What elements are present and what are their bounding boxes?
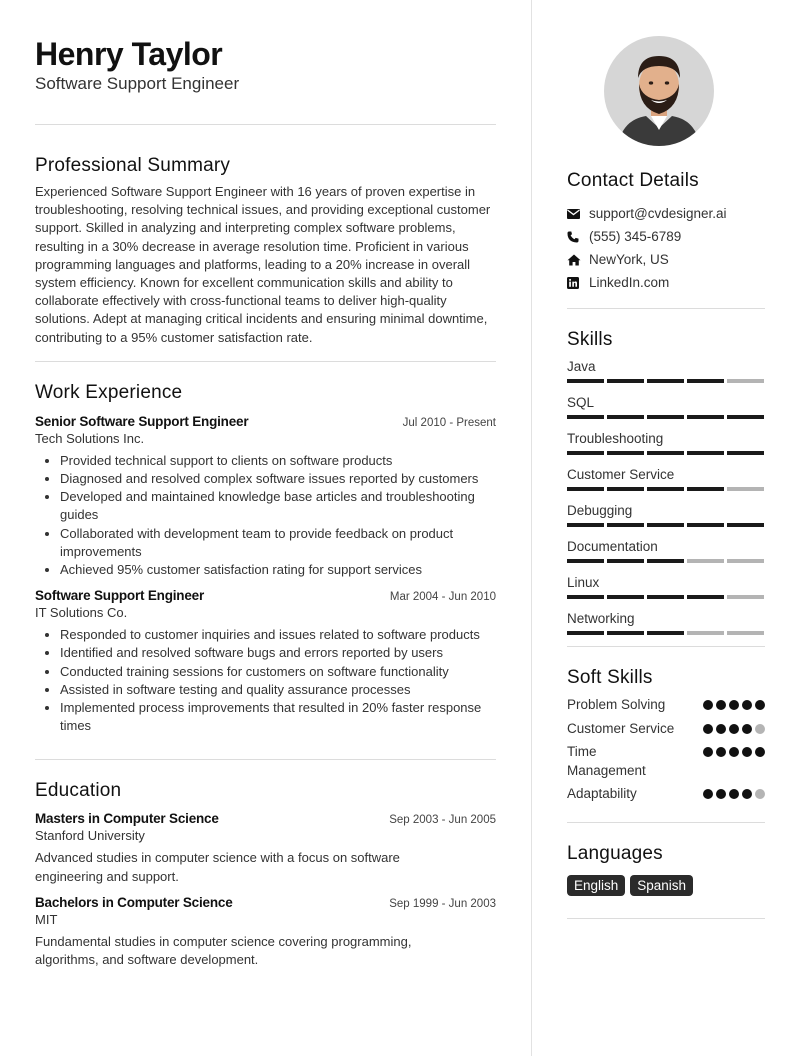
skill-item [567,538,765,563]
soft-skill-rating [703,724,765,734]
soft-skill-item [567,785,765,804]
rating-dot [755,747,765,757]
rating-dot [716,747,726,757]
job-bullet: • Diagnosed and resolved complex software issues reported by customers [60,470,496,488]
skill-level-segment [727,595,764,599]
skill-level-segment [687,559,724,563]
skill-level-segment [687,523,724,527]
skill-level-segment [727,487,764,491]
skill-level-segment [567,415,604,419]
skill-name: Java [567,359,596,374]
skill-name: Networking [567,611,635,626]
job-bullet: • Conducted training sessions for customers on software functionality [60,663,496,681]
skill-level-bar [567,631,765,635]
job-company: IT Solutions Co. [35,605,128,621]
skill-name: Documentation [567,539,658,554]
rating-dot [742,747,752,757]
email-text: support@cvdesigner.ai [589,206,727,221]
divider [35,124,496,125]
skill-level-segment [567,487,604,491]
soft-skill-rating [703,789,765,799]
job-dates: Mar 2004 - Jun 2010 [389,591,496,604]
rating-dot [729,700,739,710]
skill-level-segment [727,559,764,563]
skill-level-segment [687,595,724,599]
degree: Bachelors in Computer Science [35,894,233,910]
soft-skill-item [567,696,765,715]
skill-level-segment [567,523,604,527]
job-role: Senior Software Support Engineer [35,413,249,429]
skill-level-segment [607,559,644,563]
divider [567,918,765,919]
skill-name: Customer Service [567,467,675,482]
school: Stanford University [35,828,145,844]
skill-name: Debugging [567,503,633,518]
skill-level-bar [567,379,765,383]
rating-dot [742,724,752,734]
education-entry [35,811,496,885]
divider [567,822,765,823]
skill-name: Linux [567,575,600,590]
summary-heading: Professional Summary [35,155,231,176]
skill-level-segment [687,415,724,419]
column-divider [531,0,532,1056]
contact-list [567,202,765,294]
education-dates: Sep 2003 - Jun 2005 [389,814,496,827]
skill-level-segment [567,451,604,455]
divider [35,361,496,362]
soft-skills-list [567,696,765,804]
skills-list [567,358,765,635]
job-dates: Jul 2010 - Present [402,416,496,429]
rating-dot [755,789,765,799]
soft-skill-name: Time Management [567,744,646,778]
skill-level-bar [567,415,765,419]
soft-skill-item [567,720,765,739]
degree: Masters in Computer Science [35,811,219,827]
skill-level-segment [647,451,684,455]
skill-item [567,574,765,599]
job-bullet: • Collaborated with development team to provide feedback on product improvements [60,525,496,561]
home-icon [567,254,589,266]
skill-level-segment [607,631,644,635]
skill-level-segment [647,631,684,635]
contact-location [567,248,765,271]
soft-skill-rating [703,747,765,757]
contact-phone[interactable] [567,225,765,248]
skill-item [567,394,765,419]
education-description: Fundamental studies in computer science covering programming, algorithms, and software development. [35,933,412,968]
contact-heading: Contact Details [567,170,699,191]
skill-level-bar [567,595,765,599]
contact-linkedin[interactable] [567,271,765,294]
skill-level-bar [567,559,765,563]
skill-level-bar [567,487,765,491]
rating-dot [742,789,752,799]
rating-dot [729,789,739,799]
rating-dot [729,724,739,734]
skill-level-segment [607,415,644,419]
soft-skill-name: Adaptability [567,786,637,801]
rating-dot [716,789,726,799]
linkedin-text: LinkedIn.com [589,275,670,290]
language-tag: Spanish [630,875,693,896]
skill-level-segment [607,379,644,383]
job-entry [35,588,496,735]
skill-level-segment [727,415,764,419]
job-bullet: • Developed and maintained knowledge base articles and troubleshooting guides [60,488,496,524]
skill-level-segment [647,523,684,527]
rating-dot [703,747,713,757]
rating-dot [703,724,713,734]
soft-skill-rating [703,700,765,710]
education-heading: Education [35,780,122,802]
soft-skill-item [567,743,765,780]
skill-level-segment [687,487,724,491]
skill-level-segment [647,379,684,383]
skill-level-segment [727,631,764,635]
profile-photo [604,36,714,146]
rating-dot [755,724,765,734]
language-tag: English [567,875,625,896]
skills-heading: Skills [567,329,613,350]
rating-dot [703,789,713,799]
job-bullet: • Implemented process improvements that resulted in 20% faster response times [60,699,496,735]
skill-level-bar [567,523,765,527]
skill-item [567,430,765,455]
envelope-icon [567,209,589,219]
summary-text: Experienced Software Support Engineer with 16 years of proven expertise in troubleshooting, resolving technical issues, and providing exceptional customer support. Skilled in analyzing and interpreting complex software problems, resulting in a 30% decrease in average resolution time. Proficient in various programming languages and platforms, leading to a 20% increase in overall system efficiency. Known for excellent communication skills and ability to collaborate effectively with cross-functional teams to deliver high-quality solutions. Adept at managing critical incidents and ensuring minimal downtime, contributing to a 95% customer satisfaction rate. [35,184,491,345]
divider [35,759,496,760]
education-dates: Sep 1999 - Jun 2003 [389,897,496,910]
skill-level-segment [567,631,604,635]
skill-level-segment [687,379,724,383]
job-company: Tech Solutions Inc. [35,430,145,446]
education-description: Advanced studies in computer science with a focus on software engineering and support. [35,850,400,884]
job-bullet: • Assisted in software testing and quality assurance processes [60,681,496,699]
rating-dot [703,700,713,710]
rating-dot [729,747,739,757]
job-bullets [35,626,496,735]
skill-level-segment [567,379,604,383]
linkedin-icon [567,277,589,289]
candidate-title: Software Support Engineer [35,74,240,93]
sidebar [567,36,765,919]
skill-level-segment [607,487,644,491]
job-bullet: • Responded to customer inquiries and issues related to software products [60,626,496,644]
skill-level-segment [607,523,644,527]
skill-level-segment [727,379,764,383]
skill-item [567,466,765,491]
skill-level-segment [687,631,724,635]
skill-name: SQL [567,395,595,410]
skill-level-segment [647,559,684,563]
job-bullet: • Identified and resolved software bugs and errors reported by users [60,644,496,662]
languages-heading: Languages [567,842,663,864]
skill-level-segment [647,595,684,599]
skill-name: Troubleshooting [567,431,664,446]
skill-level-segment [687,451,724,455]
skill-level-segment [607,451,644,455]
rating-dot [716,724,726,734]
skill-item [567,358,765,383]
soft-skill-name: Customer Service [567,720,675,736]
skill-item [567,502,765,527]
phone-text: (555) 345-6789 [589,229,682,244]
job-bullet: • Provided technical support to clients on software products [60,452,496,470]
job-bullets [35,452,496,579]
job-bullet: • Achieved 95% customer satisfaction rating for support services [60,561,496,579]
rating-dot [755,700,765,710]
skill-item [567,610,765,635]
skill-level-segment [567,559,604,563]
skill-level-segment [727,451,764,455]
skill-level-segment [647,487,684,491]
soft-skill-name: Problem Solving [567,697,666,712]
candidate-name: Henry Taylor [35,36,223,72]
skill-level-segment [647,415,684,419]
rating-dot [742,700,752,710]
skill-level-bar [567,451,765,455]
skill-level-segment [607,595,644,599]
rating-dot [716,700,726,710]
phone-icon [567,231,589,243]
education-entry [35,895,496,969]
language-tags [567,875,765,896]
skill-level-segment [727,523,764,527]
job-role: Software Support Engineer [35,588,205,604]
experience-heading: Work Experience [35,381,183,403]
location-text: NewYork, US [589,252,669,267]
job-entry [35,414,496,579]
school: MIT [35,911,58,927]
divider [567,646,765,647]
soft-skills-heading: Soft Skills [567,667,653,688]
contact-email[interactable] [567,202,765,225]
skill-level-segment [567,595,604,599]
divider [567,308,765,309]
main-column [35,36,496,969]
